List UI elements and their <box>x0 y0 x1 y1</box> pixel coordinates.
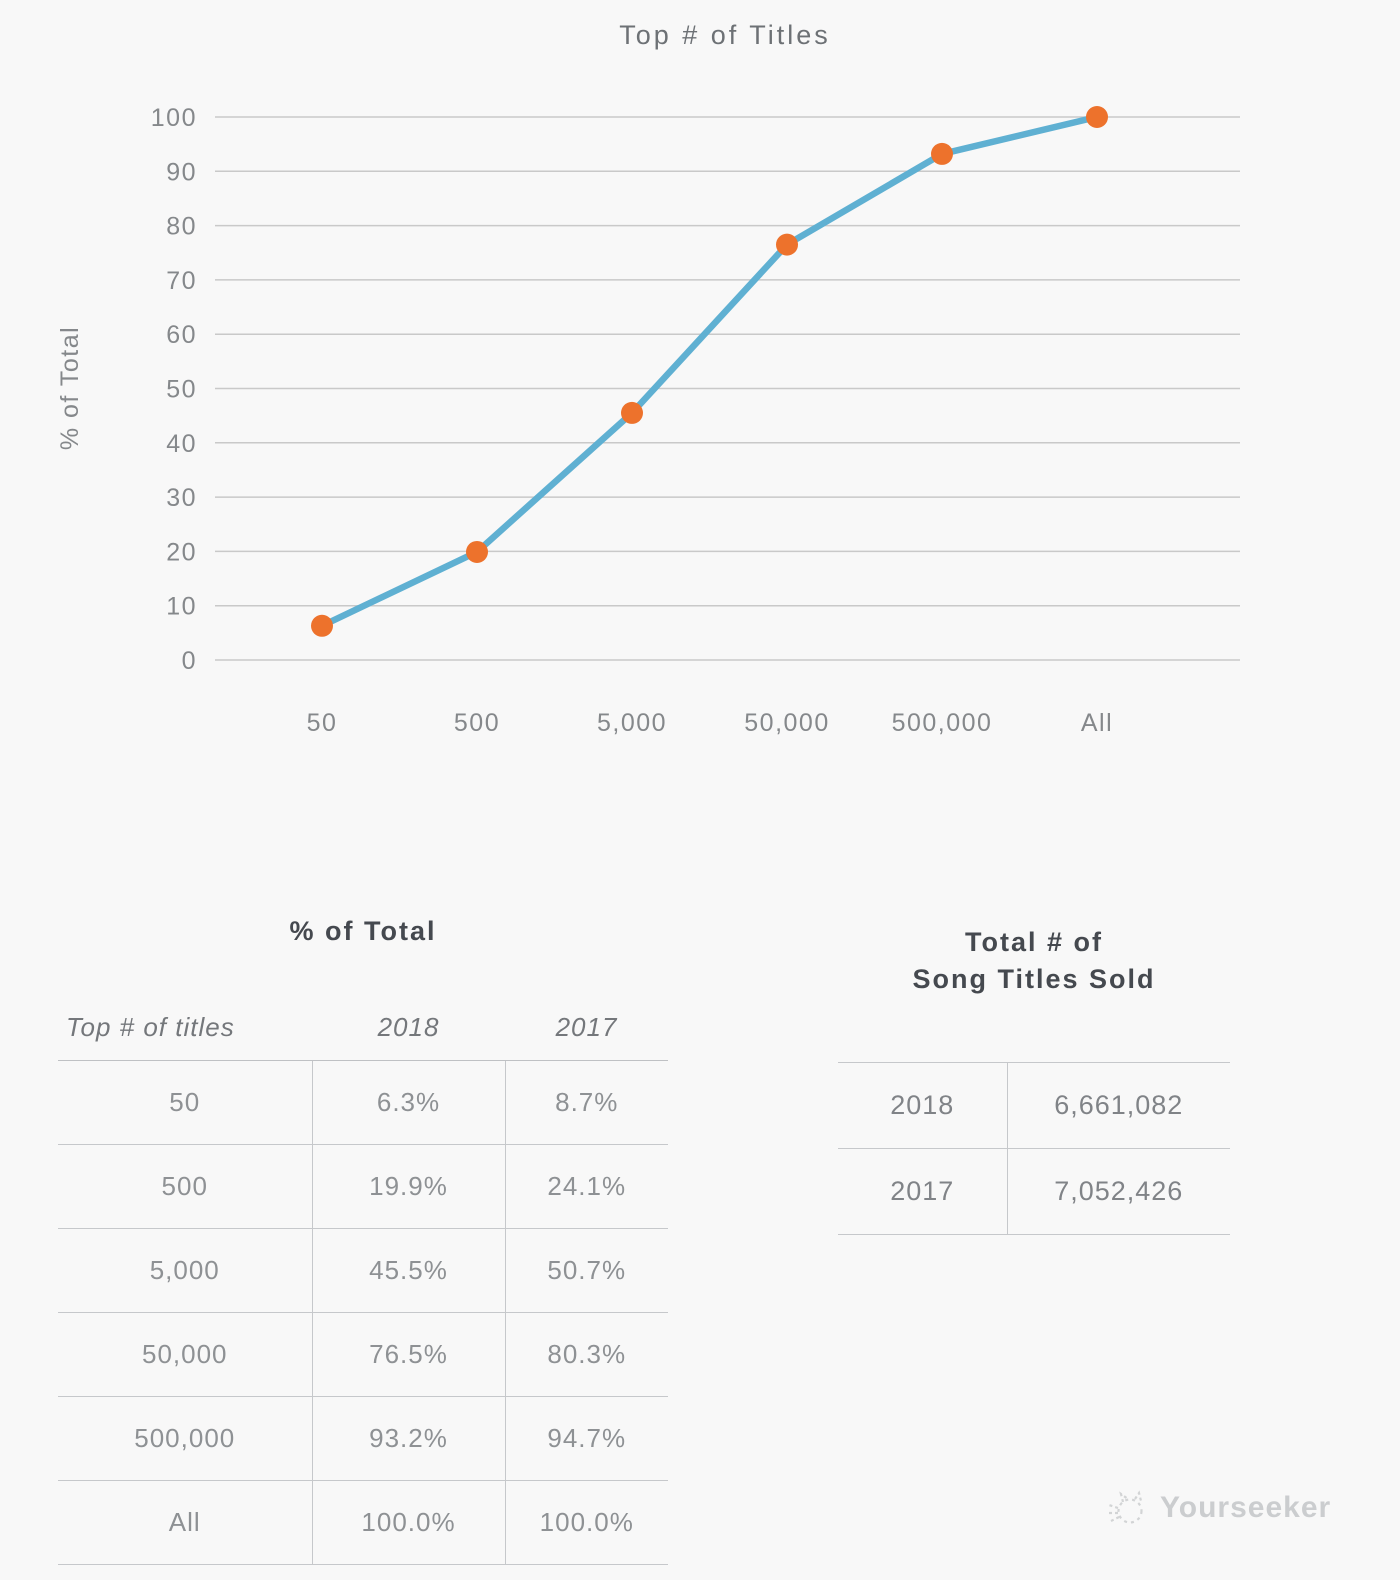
y-axis-title: % of Total <box>56 325 84 451</box>
table-row <box>58 1145 668 1229</box>
table-cell: 45.5% <box>312 1229 505 1313</box>
year-cell: 2018 <box>838 1063 1007 1149</box>
table-row <box>58 1397 668 1481</box>
column-header-2018: 2018 <box>312 995 505 1061</box>
data-point <box>776 234 798 256</box>
cat-logo-icon <box>1106 1486 1150 1530</box>
y-tick-label: 10 <box>166 592 197 621</box>
y-tick-label: 90 <box>166 158 197 187</box>
table-row <box>838 1063 1230 1149</box>
x-tick-label: 50,000 <box>744 709 830 737</box>
table-row <box>58 1313 668 1397</box>
table-row <box>58 1229 668 1313</box>
y-tick-label: 100 <box>150 104 197 132</box>
table-cell: 19.9% <box>312 1145 505 1229</box>
totals-table <box>838 1062 1230 1235</box>
watermark-label: Yourseeker <box>1160 1491 1332 1524</box>
x-tick-label: All <box>1080 709 1114 737</box>
y-tick-label: 0 <box>181 647 197 675</box>
y-tick-label: 50 <box>166 375 197 404</box>
table-cell: 50,000 <box>58 1313 312 1397</box>
column-header-top-titles: Top # of titles <box>58 995 312 1061</box>
y-tick-label: 80 <box>166 212 197 241</box>
y-tick-label: 20 <box>166 538 197 567</box>
table-cell: 50.7% <box>505 1229 668 1313</box>
table-cell: 5,000 <box>58 1229 312 1313</box>
chart-title: Top # of Titles <box>619 20 831 50</box>
percent-table-header-row <box>58 995 668 1061</box>
percent-table-title: % of Total <box>289 916 437 946</box>
y-tick-label: 70 <box>166 266 197 295</box>
table-cell: 80.3% <box>505 1313 668 1397</box>
table-cell: 500,000 <box>58 1397 312 1481</box>
table-cell: 500 <box>58 1145 312 1229</box>
x-tick-label: 50 <box>306 709 338 737</box>
y-tick-label: 60 <box>166 321 197 350</box>
x-tick-label: 5,000 <box>596 709 668 737</box>
year-cell: 2017 <box>890 1176 955 1206</box>
column-header-2017: 2017 <box>505 995 668 1061</box>
y-tick-label: 40 <box>166 429 197 458</box>
table-cell: 24.1% <box>505 1145 668 1229</box>
table-cell: 50 <box>58 1061 312 1145</box>
table-cell: 100.0% <box>505 1481 668 1565</box>
table-row <box>58 1481 668 1565</box>
data-point <box>466 541 488 563</box>
totals-table-title-line1: Total # of <box>965 927 1103 957</box>
table-cell: 76.5% <box>312 1313 505 1397</box>
data-point <box>931 143 953 165</box>
table-cell: 100.0% <box>312 1481 505 1565</box>
x-tick-label: 500,000 <box>891 709 993 737</box>
percent-table <box>58 995 668 1565</box>
totals-table-title-line2: Song Titles Sold <box>912 964 1156 994</box>
table-cell: 8.7% <box>505 1061 668 1145</box>
total-cell: 7,052,426 <box>1007 1149 1230 1235</box>
y-tick-label: 30 <box>166 484 197 513</box>
table-cell: 6.3% <box>312 1061 505 1145</box>
x-tick-label: 500 <box>453 709 501 737</box>
table-cell: 93.2% <box>312 1397 505 1481</box>
table-cell: All <box>58 1481 312 1565</box>
data-point <box>311 615 333 637</box>
totals-table-title <box>838 924 1230 998</box>
total-cell: 6,661,082 <box>1007 1063 1230 1149</box>
table-row <box>58 1061 668 1145</box>
watermark <box>1106 1486 1331 1530</box>
data-line <box>322 117 1097 626</box>
data-point <box>621 402 643 424</box>
table-cell: 94.7% <box>505 1397 668 1481</box>
data-point <box>1086 106 1108 128</box>
table-row <box>838 1149 1230 1235</box>
